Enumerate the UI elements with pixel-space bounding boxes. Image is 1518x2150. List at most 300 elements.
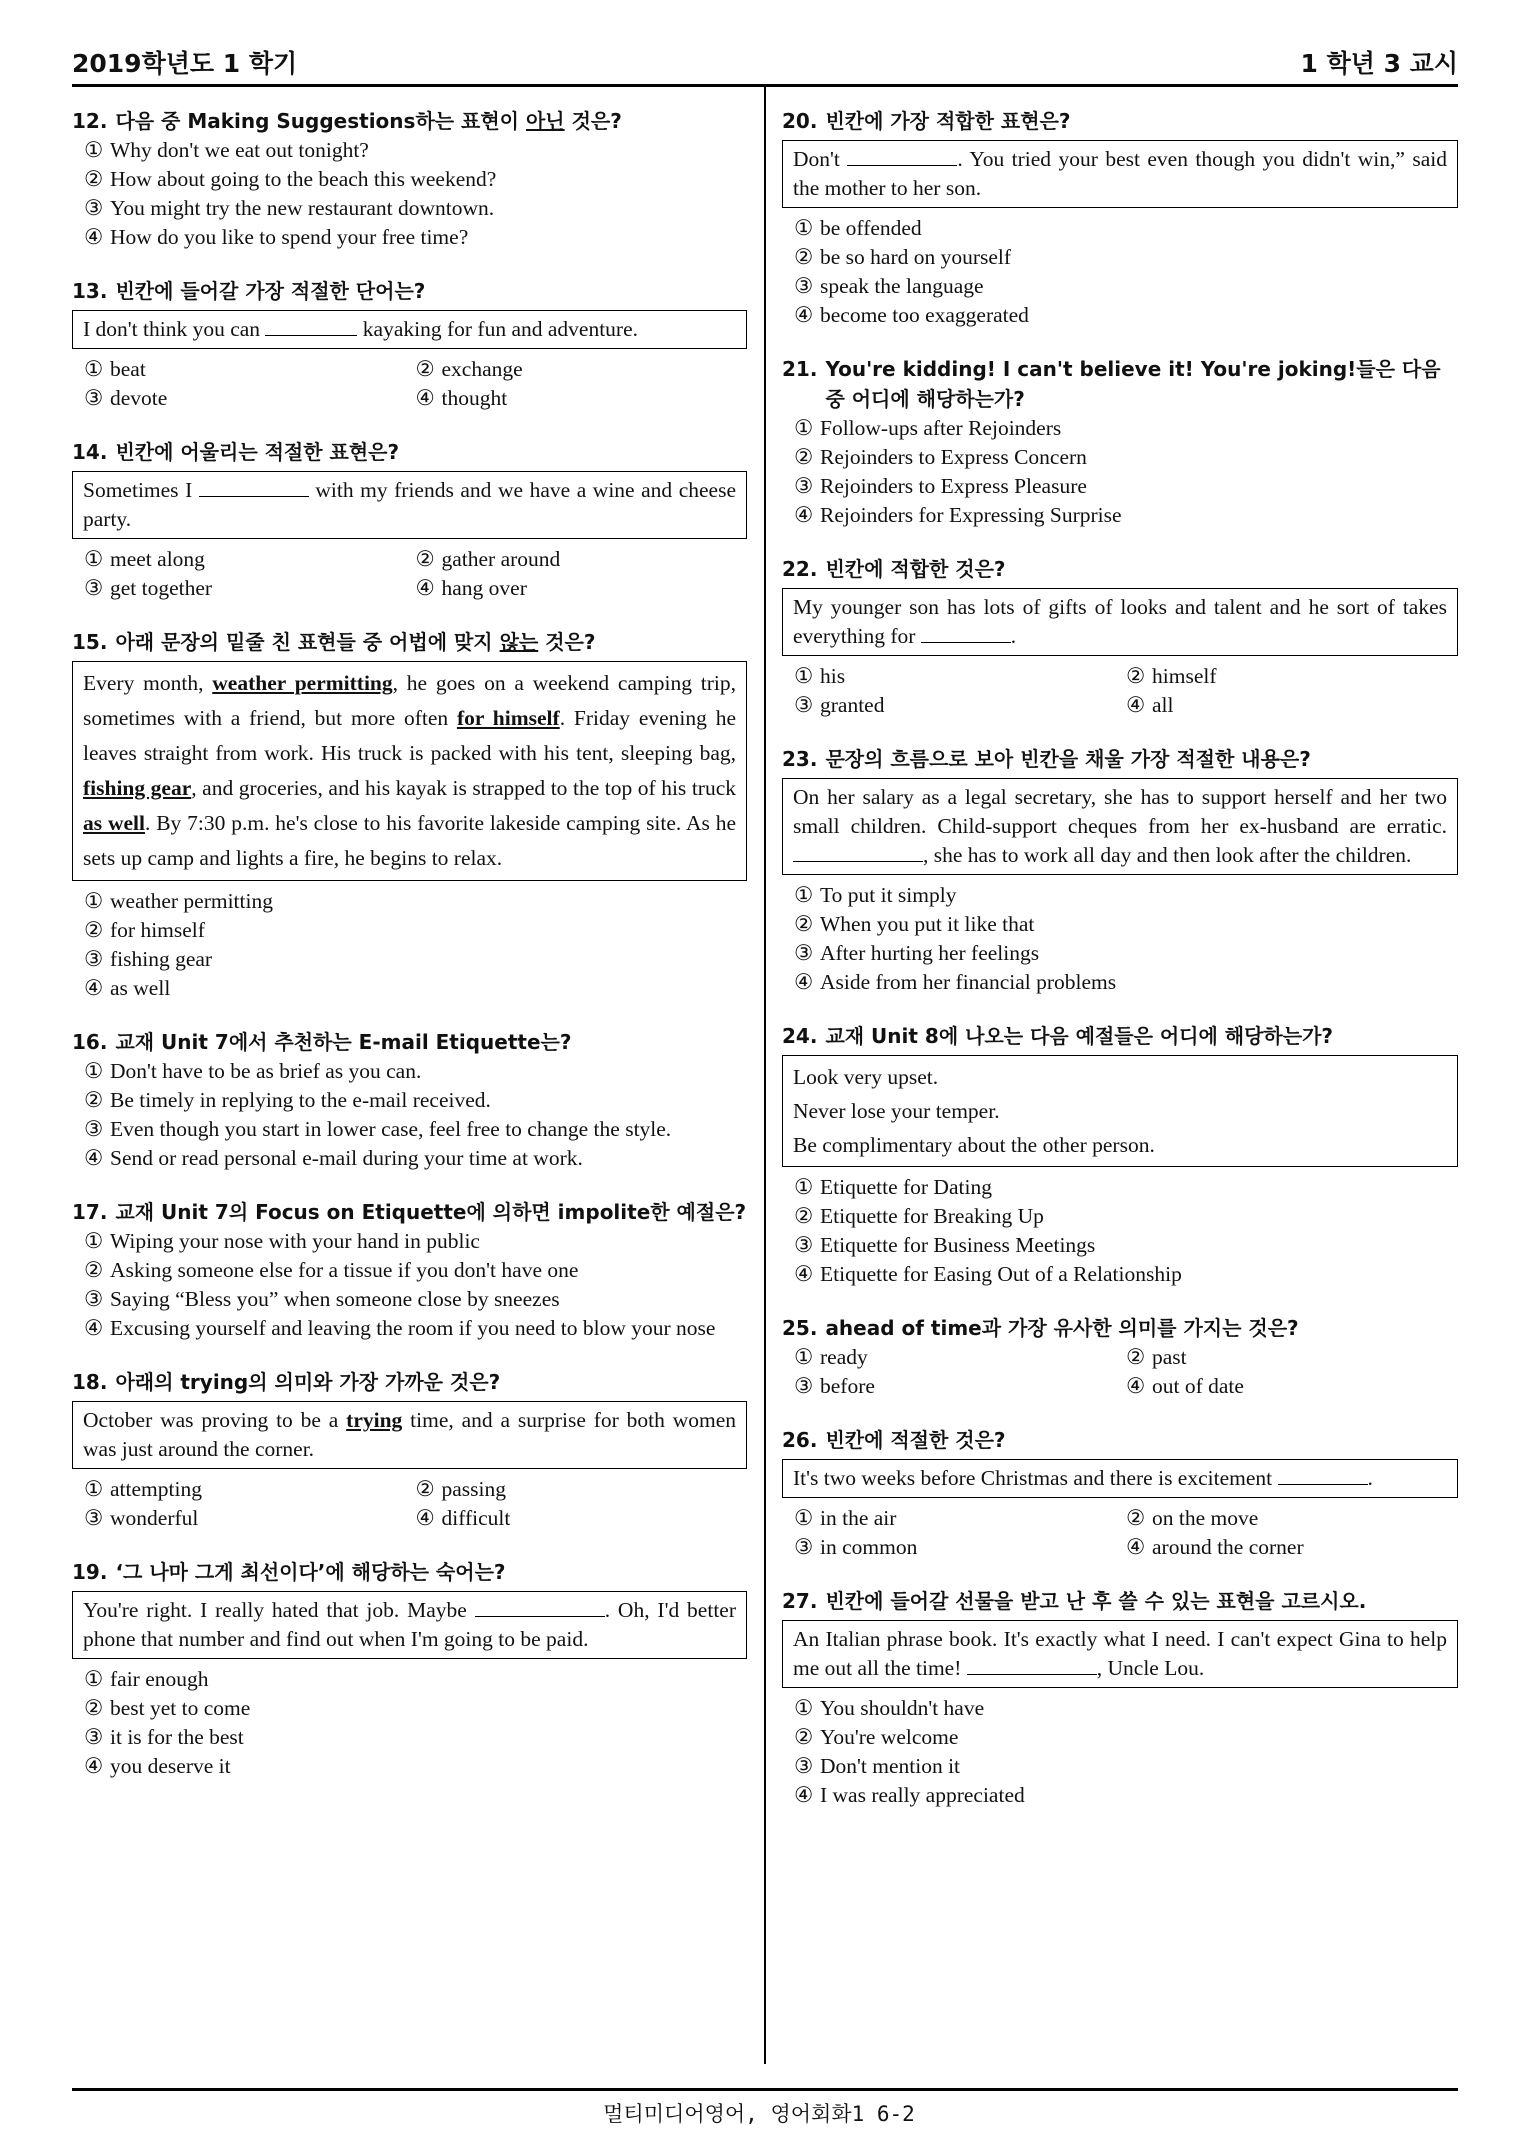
answer-options: [794, 1173, 1458, 1289]
question-title: 빈칸에 적합한 것은?: [825, 557, 1006, 581]
passage-text: , and groceries, and his kayak is strapped to the top of his truck: [191, 776, 736, 800]
option-text: attempting: [110, 1477, 202, 1501]
passage-box: [72, 661, 747, 881]
option-text: Wiping your nose with your hand in public: [110, 1229, 480, 1253]
answer-options: [794, 414, 1458, 530]
option-text: around the corner: [1152, 1535, 1304, 1559]
option-3[interactable]: [794, 272, 1458, 301]
option-marker: ③: [84, 576, 104, 600]
option-marker: ④: [1126, 1535, 1146, 1559]
option-2[interactable]: [794, 243, 1458, 272]
option-3[interactable]: [794, 1372, 1126, 1401]
option-text: After hurting her feelings: [820, 941, 1040, 965]
option-1[interactable]: [84, 887, 747, 916]
option-marker: ③: [84, 1287, 104, 1311]
option-4[interactable]: [84, 974, 747, 1003]
option-marker: ①: [794, 883, 814, 907]
option-marker: ①: [794, 216, 814, 240]
question-title: 빈칸에 들어갈 가장 적절한 단어는?: [115, 279, 426, 303]
answer-options: [794, 1504, 1458, 1562]
passage-text: . Friday evening he leaves straight from work. His truck is packed with his tent, sleeping bag,: [83, 706, 736, 765]
option-text: you deserve it: [110, 1754, 231, 1778]
header-semester: 2019학년도 1 학기: [72, 49, 298, 78]
question-27: [782, 1586, 1458, 1810]
option-1[interactable]: [794, 414, 1458, 443]
underlined-phrase: fishing gear: [83, 776, 192, 800]
answer-blank: [793, 843, 923, 862]
option-marker: ①: [794, 1696, 814, 1720]
option-marker: ③: [794, 1374, 814, 1398]
option-marker: ②: [794, 1725, 814, 1749]
question-number: 26.: [782, 1428, 818, 1452]
option-text: Aside from her financial problems: [820, 970, 1117, 994]
question-title: 아래의 trying의 의미와 가장 가까운 것은?: [115, 1370, 501, 1394]
option-marker: ③: [84, 386, 104, 410]
option-marker: ①: [84, 889, 104, 913]
passage-text: It's two weeks before Christmas and there is excitement: [793, 1466, 1273, 1490]
passage-text: I don't think you can: [83, 317, 261, 341]
option-marker: ④: [794, 1262, 814, 1286]
option-text: hang over: [441, 576, 527, 600]
option-1[interactable]: [794, 662, 1126, 691]
option-4[interactable]: [84, 1752, 747, 1781]
passage-text: , Uncle Lou.: [1096, 1656, 1205, 1680]
left-column: [72, 106, 747, 1805]
question-header: [72, 1197, 747, 1227]
option-marker: ②: [794, 912, 814, 936]
option-marker: ④: [84, 976, 104, 1000]
passage-text: with my friends and we have a wine and cheese party.: [83, 478, 737, 531]
footer-rule: [72, 2088, 1458, 2091]
right-column: [782, 106, 1458, 1834]
option-text: Etiquette for Easing Out of a Relationship: [820, 1262, 1182, 1286]
option-text: be offended: [820, 216, 922, 240]
question-title: 문장의 흐름으로 보아 빈칸을 채울 가장 적절한 내용은?: [825, 747, 1311, 771]
option-text: Etiquette for Breaking Up: [820, 1204, 1044, 1228]
question-title: [115, 106, 747, 136]
option-marker: ②: [415, 547, 435, 571]
option-4[interactable]: [416, 384, 748, 413]
option-marker: ③: [794, 941, 814, 965]
passage-text: You're right. I really hated that job. Maybe: [83, 1598, 467, 1622]
option-marker: ④: [1126, 693, 1146, 717]
option-text: How about going to the beach this weekend?: [110, 167, 497, 191]
option-marker: ①: [84, 1229, 104, 1253]
title-text: 것은?: [564, 109, 622, 133]
option-marker: ②: [84, 167, 104, 191]
option-marker: ④: [84, 1146, 104, 1170]
option-3[interactable]: [84, 1115, 747, 1144]
option-marker: ③: [794, 1754, 814, 1778]
question-header: [782, 744, 1458, 774]
answer-options: [84, 355, 747, 413]
option-text: To put it simply: [820, 883, 957, 907]
option-4[interactable]: [84, 1314, 747, 1343]
option-text: How do you like to spend your free time?: [110, 225, 469, 249]
option-marker: ②: [1126, 1506, 1146, 1530]
option-3[interactable]: [794, 472, 1458, 501]
title-emphasis: 아닌: [525, 109, 565, 133]
option-text: Why don't we eat out tonight?: [110, 138, 369, 162]
option-2[interactable]: [1126, 1504, 1458, 1533]
option-marker: ②: [1126, 1345, 1146, 1369]
passage-text: An Italian phrase book. It's exactly what I need. I can't expect Gina to help me out all the time!: [793, 1627, 1447, 1680]
answer-options: [84, 1475, 747, 1533]
passage-text: On her salary as a legal secretary, she has to support herself and her two small children. Child-support cheques from her ex-husband are erratic.: [793, 785, 1447, 838]
answer-options: [84, 136, 747, 252]
answer-blank: [475, 1598, 605, 1617]
option-3[interactable]: [794, 939, 1458, 968]
title-text: 다음 중 Making Suggestions하는 표현이: [115, 109, 526, 133]
question-header: [72, 1367, 747, 1397]
option-text: Excusing yourself and leaving the room if you need to blow your nose: [110, 1316, 716, 1340]
option-marker: ③: [84, 1117, 104, 1141]
option-text: all: [1152, 693, 1174, 717]
answer-options: [794, 881, 1458, 997]
passage-text: My younger son has lots of gifts of looks and talent and he sort of takes everything for: [793, 595, 1447, 648]
answer-blank: [1278, 1466, 1368, 1485]
option-3[interactable]: [84, 1504, 416, 1533]
answer-options: [84, 1057, 747, 1173]
question-header: [72, 106, 747, 136]
underlined-phrase: weather permitting: [212, 671, 393, 695]
option-text: past: [1152, 1345, 1187, 1369]
question-title: [115, 627, 747, 657]
option-marker: ③: [84, 1725, 104, 1749]
option-text: for himself: [110, 918, 205, 942]
option-text: fair enough: [110, 1667, 209, 1691]
option-2[interactable]: [794, 1202, 1458, 1231]
question-header: [72, 1027, 747, 1057]
option-marker: ①: [794, 1506, 814, 1530]
option-text: best yet to come: [110, 1696, 251, 1720]
passage-text: time, and a surprise for both women was just around the corner.: [83, 1408, 737, 1461]
option-marker: ③: [794, 274, 814, 298]
option-3[interactable]: [84, 384, 416, 413]
question-title: 빈칸에 어울리는 적절한 표현은?: [115, 440, 400, 464]
option-marker: ②: [415, 1477, 435, 1501]
option-text: gather around: [441, 547, 561, 571]
question-title: 교재 Unit 8에 나오는 다음 예절들은 어디에 해당하는가?: [825, 1024, 1333, 1048]
option-marker: ③: [794, 474, 814, 498]
question-21: [782, 354, 1458, 530]
option-4[interactable]: [416, 574, 748, 603]
header-grade-period: 1 학년 3 교시: [1300, 49, 1458, 78]
answer-blank: [847, 147, 957, 166]
option-marker: ①: [84, 547, 104, 571]
option-1[interactable]: [794, 881, 1458, 910]
option-text: be so hard on yourself: [820, 245, 1012, 269]
question-number: 21.: [782, 357, 818, 381]
option-3[interactable]: [794, 1533, 1126, 1562]
answer-options: [84, 545, 747, 603]
question-17: [72, 1197, 747, 1343]
option-2[interactable]: [84, 916, 747, 945]
option-marker: ①: [794, 1175, 814, 1199]
option-text: passing: [441, 1477, 506, 1501]
option-marker: ④: [415, 1506, 435, 1530]
passage-text: . You tried your best even though you didn't win,” said the mother to her son.: [793, 147, 1447, 200]
underlined-word: trying: [346, 1408, 403, 1432]
question-18: [72, 1367, 747, 1533]
option-4[interactable]: [84, 1144, 747, 1173]
option-text: Rejoinders to Express Concern: [820, 445, 1087, 469]
option-text: Asking someone else for a tissue if you don't have one: [110, 1258, 579, 1282]
option-marker: ②: [84, 1088, 104, 1112]
question-16: [72, 1027, 747, 1173]
option-text: meet along: [110, 547, 205, 571]
option-text: Send or read personal e-mail during your time at work.: [110, 1146, 583, 1170]
question-number: 27.: [782, 1589, 818, 1613]
passage-text: , she has to work all day and then look after the children.: [923, 843, 1412, 867]
question-19: [72, 1557, 747, 1781]
option-1[interactable]: [794, 214, 1458, 243]
option-marker: ④: [794, 1783, 814, 1807]
question-14: [72, 437, 747, 603]
option-3[interactable]: [84, 194, 747, 223]
option-1[interactable]: [794, 1173, 1458, 1202]
question-24: [782, 1021, 1458, 1289]
question-number: 18.: [72, 1370, 108, 1394]
option-marker: ②: [84, 1696, 104, 1720]
question-number: 24.: [782, 1024, 818, 1048]
option-text: wonderful: [110, 1506, 199, 1530]
question-number: 12.: [72, 109, 108, 133]
option-text: himself: [1152, 664, 1217, 688]
option-text: his: [820, 664, 846, 688]
question-title: ahead of time과 가장 유사한 의미를 가지는 것은?: [825, 1316, 1299, 1340]
question-header: [782, 554, 1458, 584]
option-marker: ①: [84, 1059, 104, 1083]
option-marker: ④: [794, 970, 814, 994]
question-header: [72, 437, 747, 467]
option-text: Be timely in replying to the e-mail received.: [110, 1088, 491, 1112]
option-1[interactable]: [84, 1475, 416, 1504]
option-marker: ④: [794, 503, 814, 527]
passage-line: Be complimentary about the other person.: [793, 1133, 1155, 1157]
option-marker: ①: [84, 1667, 104, 1691]
answer-blank: [199, 478, 309, 497]
option-text: Rejoinders for Expressing Surprise: [820, 503, 1122, 527]
option-text: difficult: [441, 1506, 511, 1530]
question-number: 15.: [72, 630, 108, 654]
option-3[interactable]: [84, 1285, 747, 1314]
passage-text: Sometimes I: [83, 478, 193, 502]
question-header: [782, 106, 1458, 136]
option-1[interactable]: [84, 1665, 747, 1694]
option-marker: ④: [415, 386, 435, 410]
option-marker: ④: [84, 1316, 104, 1340]
option-1[interactable]: [84, 545, 416, 574]
page-header: [72, 44, 1458, 80]
option-text: Even though you start in lower case, feel free to change the style.: [110, 1117, 672, 1141]
option-marker: ②: [794, 1204, 814, 1228]
option-3[interactable]: [794, 1231, 1458, 1260]
option-text: in common: [820, 1535, 918, 1559]
underlined-phrase: for himself: [456, 706, 560, 730]
passage-box: [782, 588, 1458, 656]
passage-line: Never lose your temper.: [793, 1099, 1000, 1123]
option-marker: ①: [84, 1477, 104, 1501]
option-marker: ④: [415, 576, 435, 600]
option-text: exchange: [441, 357, 523, 381]
passage-box: [72, 1401, 747, 1469]
option-1[interactable]: [84, 1227, 747, 1256]
option-2[interactable]: [416, 1475, 748, 1504]
option-marker: ③: [794, 1233, 814, 1257]
question-number: 19.: [72, 1560, 108, 1584]
option-text: become too exaggerated: [820, 303, 1029, 327]
option-2[interactable]: [84, 1256, 747, 1285]
option-2[interactable]: [1126, 662, 1458, 691]
question-header: [72, 627, 747, 657]
question-number: 23.: [782, 747, 818, 771]
option-2[interactable]: [416, 545, 748, 574]
option-1[interactable]: [84, 1057, 747, 1086]
answer-options: [794, 1694, 1458, 1810]
passage-text: . Oh, I'd better phone that number and find out when I'm going to be paid.: [83, 1598, 737, 1651]
passage-box: [782, 778, 1458, 875]
option-text: out of date: [1152, 1374, 1244, 1398]
question-title: 빈칸에 가장 적합한 표현은?: [825, 109, 1071, 133]
option-4[interactable]: [794, 968, 1458, 997]
option-1[interactable]: [84, 136, 747, 165]
answer-options: [84, 1665, 747, 1781]
question-header: [782, 1313, 1458, 1343]
option-text: in the air: [820, 1506, 897, 1530]
option-text: weather permitting: [110, 889, 273, 913]
option-4[interactable]: [84, 223, 747, 252]
option-marker: ④: [794, 303, 814, 327]
option-4[interactable]: [794, 301, 1458, 330]
option-3[interactable]: [84, 945, 747, 974]
question-title: You're kidding! I can't believe it! You're joking!들은 다음 중 어디에 해당하는가?: [825, 357, 1441, 411]
option-2[interactable]: [416, 355, 748, 384]
option-4[interactable]: [1126, 691, 1458, 720]
question-number: 14.: [72, 440, 108, 464]
question-title: 빈칸에 적절한 것은?: [825, 1428, 1006, 1452]
option-2[interactable]: [794, 910, 1458, 939]
option-marker: ①: [794, 1345, 814, 1369]
question-number: 16.: [72, 1030, 108, 1054]
option-3[interactable]: [794, 691, 1126, 720]
option-3[interactable]: [84, 574, 416, 603]
passage-line: Look very upset.: [793, 1065, 939, 1089]
passage-text: .: [1010, 624, 1017, 648]
option-marker: ①: [84, 138, 104, 162]
option-text: before: [820, 1374, 875, 1398]
option-text: it is for the best: [110, 1725, 244, 1749]
option-text: You're welcome: [820, 1725, 959, 1749]
page-footer: 멀티미디어영어, 영어회화1 6-2: [603, 2102, 915, 2126]
option-text: Don't have to be as brief as you can.: [110, 1059, 422, 1083]
answer-blank: [967, 1656, 1097, 1675]
option-2[interactable]: [794, 443, 1458, 472]
passage-text: Don't: [793, 147, 840, 171]
option-marker: ③: [84, 947, 104, 971]
option-marker: ④: [84, 1754, 104, 1778]
question-header: [72, 276, 747, 306]
option-1[interactable]: [794, 1694, 1458, 1723]
option-text: granted: [820, 693, 885, 717]
question-12: [72, 106, 747, 252]
question-number: 25.: [782, 1316, 818, 1340]
column-divider: [764, 86, 766, 2064]
question-22: [782, 554, 1458, 720]
question-header: [782, 1425, 1458, 1455]
option-4[interactable]: [794, 1781, 1458, 1810]
passage-text: Every month,: [83, 671, 213, 695]
question-header: [782, 1021, 1458, 1051]
option-text: Follow-ups after Rejoinders: [820, 416, 1062, 440]
passage-box: [782, 140, 1458, 208]
option-text: thought: [441, 386, 508, 410]
option-1[interactable]: [794, 1343, 1126, 1372]
question-13: [72, 276, 747, 413]
option-marker: ④: [1126, 1374, 1146, 1398]
option-text: Rejoinders to Express Pleasure: [820, 474, 1087, 498]
option-2[interactable]: [84, 1086, 747, 1115]
option-4[interactable]: [1126, 1533, 1458, 1562]
option-3[interactable]: [794, 1752, 1458, 1781]
option-4[interactable]: [416, 1504, 748, 1533]
option-3[interactable]: [84, 1723, 747, 1752]
option-2[interactable]: [1126, 1343, 1458, 1372]
option-marker: ①: [794, 416, 814, 440]
option-1[interactable]: [794, 1504, 1126, 1533]
question-23: [782, 744, 1458, 997]
option-2[interactable]: [794, 1723, 1458, 1752]
passage-text: October was proving to be a: [83, 1408, 347, 1432]
option-marker: ③: [794, 1535, 814, 1559]
question-26: [782, 1425, 1458, 1562]
question-number: 13.: [72, 279, 108, 303]
title-text: 것은?: [538, 630, 596, 654]
passage-box: [782, 1459, 1458, 1498]
option-4[interactable]: [1126, 1372, 1458, 1401]
title-text: 아래 문장의 밑줄 친 표현들 중 어법에 맞지: [115, 630, 500, 654]
answer-blank: [265, 317, 357, 336]
question-header: [782, 1586, 1458, 1616]
option-text: You shouldn't have: [820, 1696, 985, 1720]
question-title: ‘그 나마 그게 최선이다’에 해당하는 숙어는?: [115, 1560, 506, 1584]
answer-options: [794, 214, 1458, 330]
option-marker: ①: [84, 357, 104, 381]
question-20: [782, 106, 1458, 330]
option-1[interactable]: [84, 355, 416, 384]
passage-box: [72, 310, 747, 349]
option-2[interactable]: [84, 165, 747, 194]
option-marker: ①: [794, 664, 814, 688]
option-marker: ③: [84, 1506, 104, 1530]
passage-box: [72, 1591, 747, 1659]
option-4[interactable]: [794, 1260, 1458, 1289]
option-marker: ②: [794, 445, 814, 469]
option-2[interactable]: [84, 1694, 747, 1723]
option-marker: ②: [794, 245, 814, 269]
option-marker: ④: [84, 225, 104, 249]
option-4[interactable]: [794, 501, 1458, 530]
option-marker: ②: [1126, 664, 1146, 688]
passage-text: , he goes on a weekend camping trip, sometimes with a friend, but more often: [83, 671, 736, 730]
question-header: [782, 354, 1458, 414]
option-marker: ③: [794, 693, 814, 717]
answer-options: [84, 887, 747, 1003]
option-text: Etiquette for Dating: [820, 1175, 992, 1199]
option-text: speak the language: [820, 274, 984, 298]
option-marker: ②: [84, 918, 104, 942]
question-title: 교재 Unit 7의 Focus on Etiquette에 의하면 impolite한 예절은?: [115, 1200, 747, 1224]
